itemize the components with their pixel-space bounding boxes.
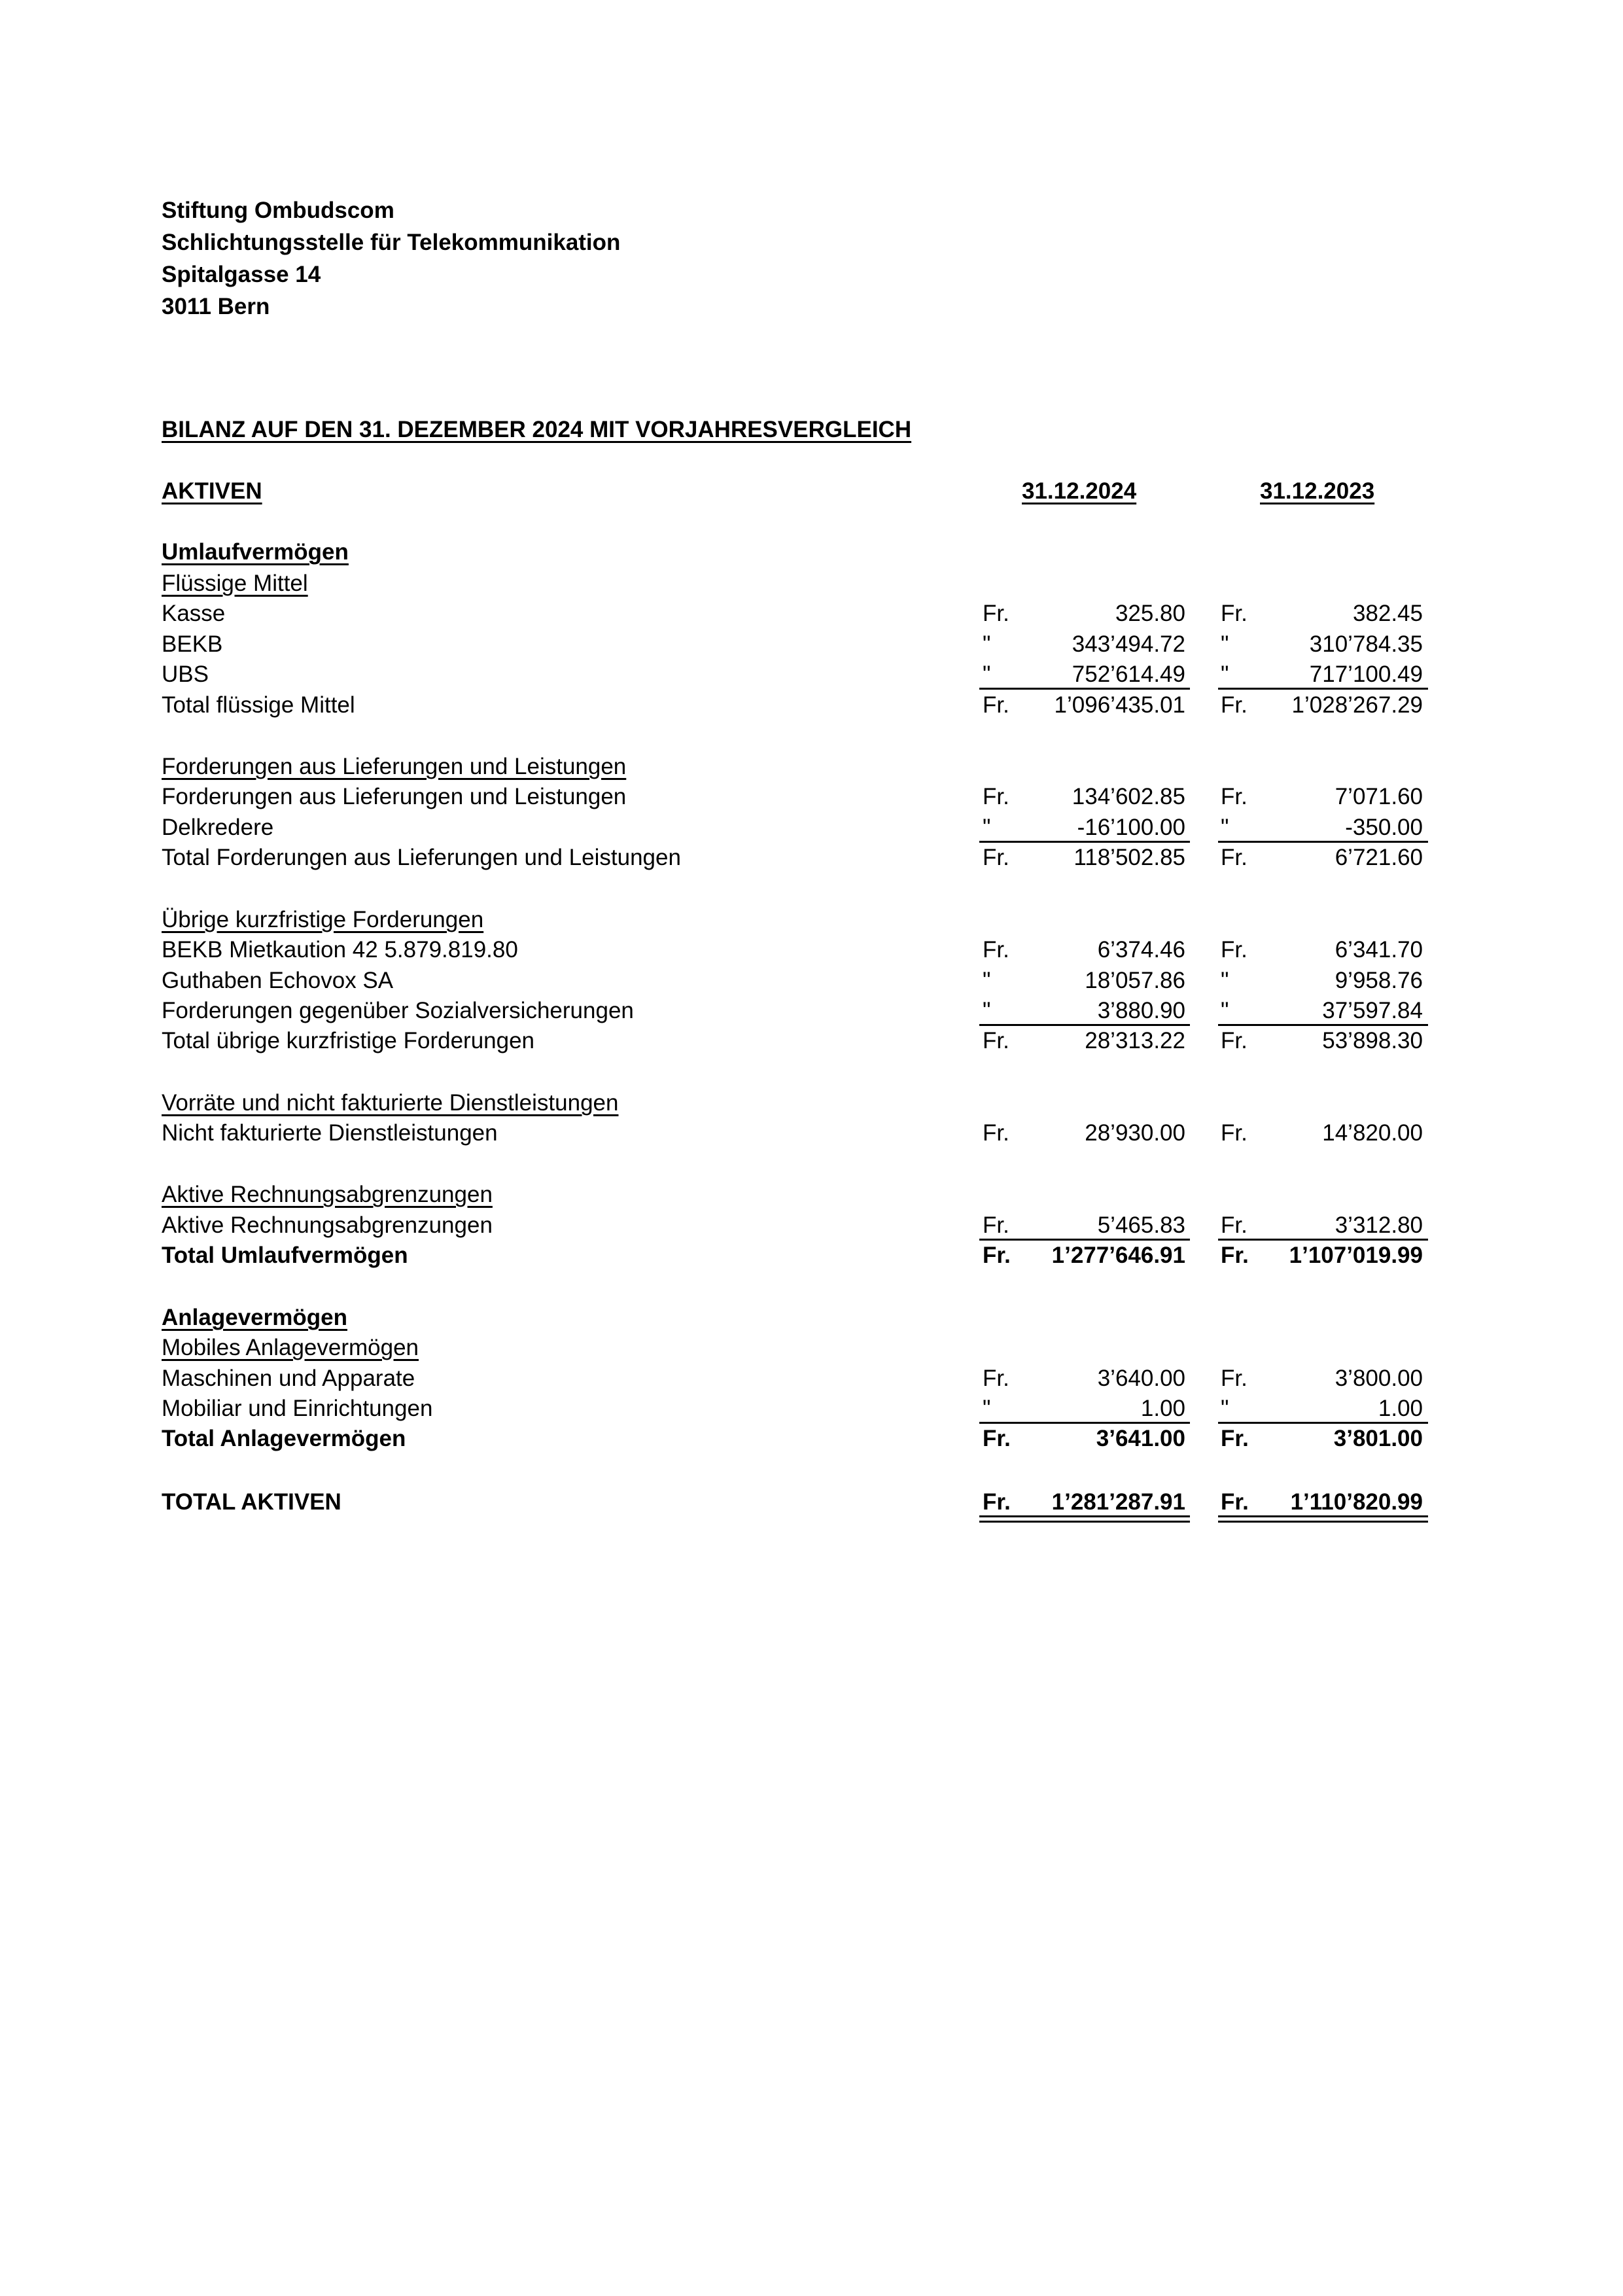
row-label: Nicht fakturierte Dienstleistungen [162,1120,498,1146]
value-2023: 37’597.84 [1322,998,1423,1023]
row-label: Umlaufvermögen [162,539,349,565]
value-2024: 343’494.72 [1072,631,1185,657]
currency-2023: Fr. [1221,1028,1248,1053]
column-header-2024: 31.12.2024 [1022,478,1137,504]
row-label: Total Anlagevermögen [162,1426,406,1451]
value-2024: 325.80 [1115,601,1185,626]
currency-2023: " [1221,1396,1229,1421]
currency-2024: Fr. [983,1426,1011,1451]
row-label: UBS [162,662,209,687]
currency-2024: " [983,1396,991,1421]
section-heading-aktiven: AKTIVEN [162,478,262,504]
value-2023: 9’958.76 [1335,968,1423,993]
double-sum-rule [1218,1521,1428,1523]
row-label: Aktive Rechnungsabgrenzungen [162,1182,493,1207]
row-label: Anlagevermögen [162,1305,347,1330]
currency-2023: Fr. [1221,692,1248,718]
currency-2023: Fr. [1221,1426,1249,1451]
row-label: Total Umlaufvermögen [162,1243,408,1268]
sum-rule [979,688,1190,690]
currency-2024: " [983,662,991,687]
value-2024: 118’502.85 [1073,845,1185,870]
row-label: Forderungen gegenüber Sozialversicherungen [162,998,634,1023]
currency-2024: Fr. [983,1489,1011,1515]
value-2024: 3’640.00 [1097,1366,1185,1391]
sum-rule [979,1515,1190,1517]
currency-2024: Fr. [983,845,1009,870]
value-2024: -16’100.00 [1077,815,1185,840]
org-name: Stiftung Ombudscom [162,198,394,223]
currency-2023: Fr. [1221,937,1248,963]
row-label: Forderungen aus Lieferungen und Leistungen [162,784,627,809]
sum-rule [979,1239,1190,1241]
row-label: Total Forderungen aus Lieferungen und Leistungen [162,845,681,870]
value-2023: 3’800.00 [1335,1366,1423,1391]
value-2024: 1’277’646.91 [1051,1243,1185,1268]
sum-rule [1218,1515,1428,1517]
currency-2024: " [983,815,991,840]
currency-2023: Fr. [1221,1212,1248,1238]
value-2024: 28’313.22 [1085,1028,1185,1053]
currency-2024: Fr. [983,1120,1009,1146]
org-city: 3011 Bern [162,294,270,319]
value-2023: 1’110’820.99 [1290,1489,1423,1515]
row-label: Vorräte und nicht fakturierte Dienstleistungen [162,1090,619,1116]
sum-rule [979,1422,1190,1424]
row-label: Kasse [162,601,226,626]
value-2024: 134’602.85 [1072,784,1185,809]
value-2023: 1.00 [1378,1396,1423,1421]
value-2023: 1’107’019.99 [1289,1243,1423,1268]
value-2024: 1’281’287.91 [1051,1489,1185,1515]
row-label: Übrige kurzfristige Forderungen [162,907,484,932]
sum-rule [1218,841,1428,843]
value-2023: 7’071.60 [1335,784,1423,809]
sum-rule [979,1024,1190,1026]
sum-rule [979,841,1190,843]
currency-2023: " [1221,662,1229,687]
currency-2024: Fr. [983,937,1009,963]
currency-2023: " [1221,968,1229,993]
currency-2023: " [1221,815,1229,840]
row-label: Delkredere [162,815,274,840]
currency-2024: Fr. [983,784,1009,809]
row-label: BEKB [162,631,223,657]
row-label: Mobiliar und Einrichtungen [162,1396,433,1421]
sum-rule [1218,1239,1428,1241]
currency-2024: Fr. [983,1366,1009,1391]
value-2024: 5’465.83 [1097,1212,1185,1238]
row-label: TOTAL AKTIVEN [162,1489,341,1515]
value-2024: 3’880.90 [1097,998,1185,1023]
currency-2023: Fr. [1221,601,1248,626]
currency-2024: Fr. [983,692,1009,718]
currency-2023: " [1221,631,1229,657]
currency-2023: Fr. [1221,784,1248,809]
currency-2024: " [983,998,991,1023]
currency-2024: Fr. [983,1212,1009,1238]
value-2024: 1’096’435.01 [1054,692,1185,718]
value-2024: 1.00 [1140,1396,1185,1421]
row-label: Total übrige kurzfristige Forderungen [162,1028,535,1053]
page-title: BILANZ AUF DEN 31. DEZEMBER 2024 MIT VORJAHRESVERGLEICH [162,417,912,442]
row-label: Total flüssige Mittel [162,692,355,718]
currency-2024: " [983,631,991,657]
value-2023: 14’820.00 [1322,1120,1423,1146]
currency-2024: Fr. [983,601,1009,626]
value-2024: 752’614.49 [1072,662,1185,687]
value-2024: 3’641.00 [1096,1426,1185,1451]
value-2023: 3’801.00 [1333,1426,1423,1451]
value-2023: 6’721.60 [1335,845,1423,870]
row-label: Flüssige Mittel [162,571,308,596]
currency-2023: Fr. [1221,1243,1249,1268]
value-2023: -350.00 [1345,815,1423,840]
currency-2024: Fr. [983,1028,1009,1053]
row-label: BEKB Mietkaution 42 5.879.819.80 [162,937,518,963]
currency-2024: Fr. [983,1243,1011,1268]
sum-rule [1218,1422,1428,1424]
currency-2023: Fr. [1221,1120,1248,1146]
row-label: Maschinen und Apparate [162,1366,415,1391]
currency-2023: " [1221,998,1229,1023]
double-sum-rule [979,1521,1190,1523]
value-2024: 18’057.86 [1085,968,1185,993]
org-street: Spitalgasse 14 [162,262,321,287]
column-header-2023: 31.12.2023 [1260,478,1375,504]
value-2023: 382.45 [1352,601,1423,626]
value-2024: 6’374.46 [1097,937,1185,963]
value-2023: 53’898.30 [1322,1028,1423,1053]
row-label: Guthaben Echovox SA [162,968,394,993]
value-2024: 28’930.00 [1085,1120,1185,1146]
value-2023: 6’341.70 [1335,937,1423,963]
row-label: Forderungen aus Lieferungen und Leistungen [162,754,627,779]
row-label: Mobiles Anlagevermögen [162,1335,419,1360]
value-2023: 310’784.35 [1309,631,1423,657]
currency-2023: Fr. [1221,1366,1248,1391]
sum-rule [1218,1024,1428,1026]
currency-2023: Fr. [1221,845,1248,870]
value-2023: 1’028’267.29 [1291,692,1423,718]
org-subtitle: Schlichtungsstelle für Telekommunikation [162,230,621,255]
currency-2023: Fr. [1221,1489,1249,1515]
value-2023: 717’100.49 [1309,662,1423,687]
currency-2024: " [983,968,991,993]
value-2023: 3’312.80 [1335,1212,1423,1238]
sum-rule [1218,688,1428,690]
row-label: Aktive Rechnungsabgrenzungen [162,1212,493,1238]
